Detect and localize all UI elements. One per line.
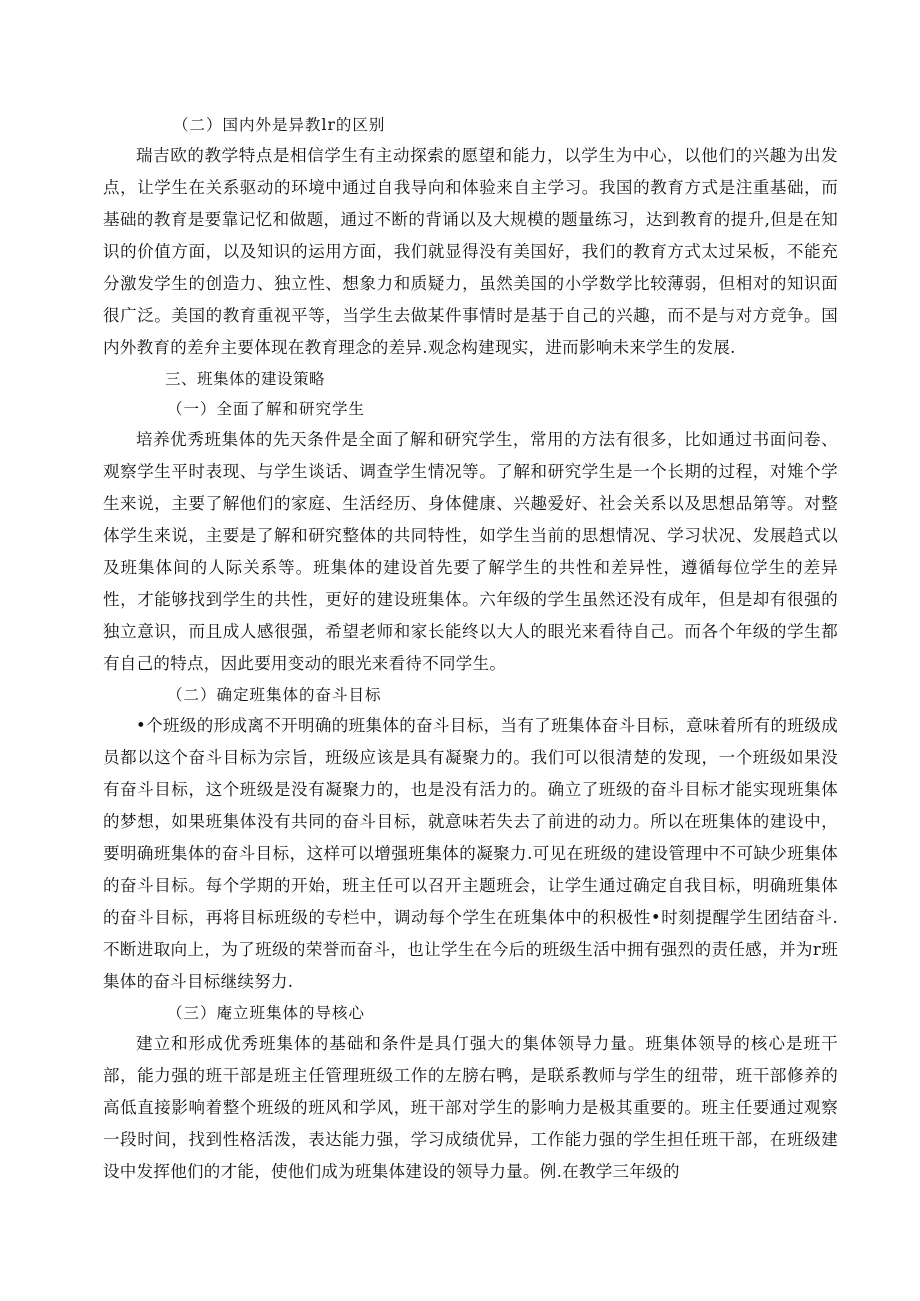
document-body [103,110,838,1188]
section-heading-domestic-foreign-differences: （二）国内外是异教lr的区别 [173,116,386,134]
section-heading-class-goals: （二）确定班集体的奋斗目标 [167,686,382,704]
paragraph-understand-students: 培养优秀班集体的先天条件是全面了解和研究学生，常用的方法有很多，比如通过书面问卷、观察学生平时表现、与学生谈话、调查学生情况等。了解和研究学生是一个长期的过程，对雉个学生来说，主要了解他们的家庭、生活经历、身体健康、兴趣爱好、社会关系以及思想品第等。对整体学生来说，主要是了解和研究整体的共同特性，如学生当前的思想情况、学习状况、发展趋式以及班集体间的人际关系等。班集体的建设首先要了解学生的共性和差异性，遵循每位学生的差异性，才能够找到学生的共性，更好的建设班集体。六年级的学生虽然还没有成年，但是却有很强的独立意识，而且成人感很强，希望老师和家长能终以大人的眼光来看待自己。而各个年级的学生都有自己的特点，因此要用变动的眼光来看待不同学生。 [103,430,838,673]
paragraph-class-goals: •个班级的形成离不开明确的班集体的奋斗目标，当有了班集体奋斗目标，意味着所有的班级成员都以这个奋斗目标为宗旨，班级应该是具有凝聚力的。我们可以很清楚的发现，一个班级如果没有奋斗目标，这个班级是没有凝聚力的，也是没有活力的。确立了班级的奋斗目标才能实现班集体的梦想，如果班集体没有共同的奋斗目标，就意味若失去了前进的动力。所以在班集体的建设中，要明确班集体的奋斗目标，这样可以增强班集体的凝聚力.可见在班级的建设管理中不可缺少班集体的奋斗目标。每个学期的开始，班主任可以召开主题班会，让学生通过确定自我目标，明确班集体的奋斗目标，再将目标班级的专栏中，调动每个学生在班集体中的积极性•时刻提醒学生团结奋斗.不断进取向上，为了班级的荣誉而奋斗，也让学生在今后的班级生活中拥有强烈的责任感，并为r班集体的奋斗目标继续努力. [103,716,838,991]
section-heading-leadership-core: （三）庵立班集体的导核心 [167,1004,366,1022]
paragraph-leadership-core: 建立和形成优秀班集体的基础和条件是具仃强大的集体领导力量。班集体领导的核心是班干部，能力强的班干部是班主任管理班级工作的左膀右鸭，是联系教师与学生的纽带，班干部修养的高低直接影响着整个班级的班风和学风，班干部对学生的影响力是极其重要的。班主任要通过观察一段时间，找到性格活泼，表达能力强，学习成绩优异，工作能力强的学生担任班干部，在班级建设中发挥他们的才能，使他们成为班集体建设的领导力量。例.在教学三年级的 [103,1034,838,1181]
section-heading-class-building-strategy: 三、班集体的建设策略 [165,370,326,388]
section-heading-understand-students: （一）全面了解和研究学生 [167,400,366,418]
paragraph-reggio-comparison: 瑞吉欧的教学特点是相信学生有主动探索的愿望和能力，以学生为中心，以他们的兴趣为出发点，让学生在关系驱动的环境中通过自我导向和体验来自主学习。我国的教育方式是注重基础，而基础的教育是要靠记忆和做题，通过不断的背诵以及大规模的题量练习，达到教育的提升,但是在知识的价值方面，以及知识的运用方面，我们就显得没有美国好，我们的教育方式太过呆板，不能充分激发学生的创造力、独立性、想象力和质疑力，虽然美国的小学数学比较薄弱，但相对的知识面很广泛。美国的教育重视平等，当学生去做某件事情时是基于自己的兴趣，而不是与对方竞争。国内外教育的差弁主要体现在教育理念的差异.观念构建现实，进而影响未来学生的发展. [103,146,838,357]
